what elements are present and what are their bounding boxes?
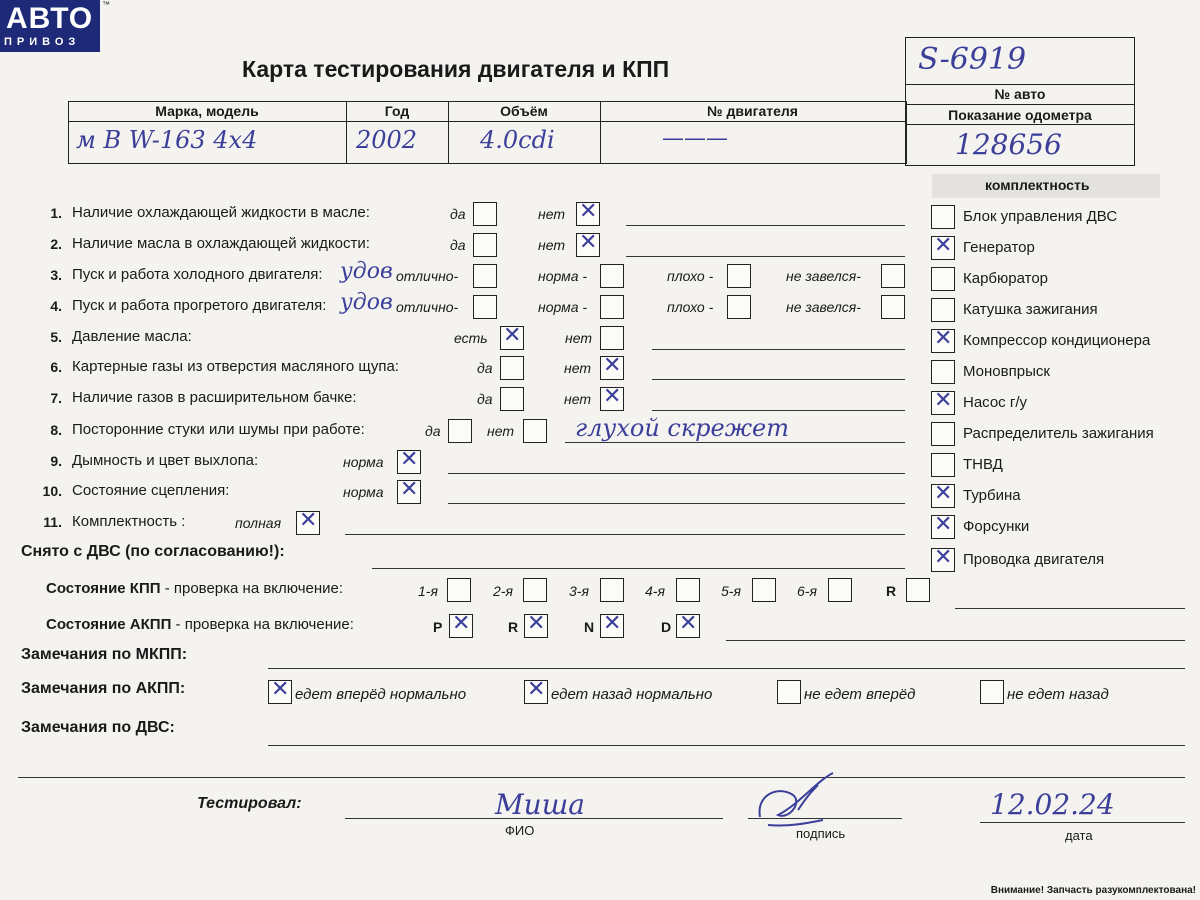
excellent-checkbox[interactable] [473,264,497,288]
komplekt-item-label: ТНВД [963,456,1003,473]
kpp-gear-checkbox[interactable] [906,578,930,602]
komplekt-checkbox[interactable] [931,515,955,539]
option-b: нет [564,360,591,376]
question-text: Давление масла: [72,328,192,345]
akpp-option-label: едет вперёд нормально [295,686,467,703]
kpp-gear-checkbox[interactable] [676,578,700,602]
option-a-checkbox[interactable] [448,419,472,443]
akpp-gear-checkbox[interactable] [600,614,624,638]
kpp-gear-checkbox[interactable] [447,578,471,602]
question-number: 8. [50,422,62,438]
komplekt-item-label: Катушка зажигания [963,301,1098,318]
engine-number-value: ——— [662,126,728,151]
bad-checkbox[interactable] [727,295,751,319]
option-a: норма [343,484,384,500]
kpp-gear-label: 3-я [569,583,589,599]
question-text: Дымность и цвет выхлопа: [72,452,259,469]
option-b: нет [538,206,565,222]
komplekt-checkbox[interactable] [931,548,955,572]
handwritten-note: удов [340,259,393,284]
akpp-option-checkbox[interactable] [980,680,1004,704]
komplekt-title: комплектность [985,177,1090,193]
komplekt-item-label: Проводка двигателя [963,551,1105,568]
volume-header: Объём [500,103,548,119]
option-not-started: не завелся- [786,268,861,284]
option-a: да [477,360,493,376]
auto-number-value: S-6919 [918,42,1027,77]
brand-model-value: м В W-163 4х4 [76,126,258,154]
volume-value: 4.0cdi [480,126,555,154]
akpp-gear-checkbox[interactable] [524,614,548,638]
option-b-checkbox[interactable] [576,202,600,226]
akpp-option-checkbox[interactable] [524,680,548,704]
komplekt-checkbox[interactable] [931,453,955,477]
question-number: 2. [50,236,62,252]
option-a-checkbox[interactable] [473,233,497,257]
akpp-gear-label: R [508,619,519,635]
option-excellent: отлично- [396,268,459,284]
komplekt-checkbox[interactable] [931,205,955,229]
question-number: 9. [50,453,62,469]
question-number: 10. [42,483,62,499]
date-value: 12.02.24 [990,788,1115,821]
handwritten-note: удов [340,290,393,315]
card-title: Карта тестирования двигателя и КПП [242,56,670,82]
akpp-option-label: едет назад нормально [551,686,713,703]
akpp-gear-label: N [584,619,595,635]
option-b: нет [564,391,591,407]
option-normal: норма - [538,299,588,315]
bad-checkbox[interactable] [727,264,751,288]
tested-label: Тестировал: [197,795,302,812]
question-text: Посторонние стуки или шумы при работе: [72,421,365,438]
not-started-checkbox[interactable] [881,295,905,319]
komplekt-item-label: Карбюратор [963,270,1049,287]
notes-dvs-label: Замечания по ДВС: [21,719,175,736]
kpp-gear-label: 1-я [418,583,438,599]
option-b-checkbox[interactable] [523,419,547,443]
komplekt-checkbox[interactable] [931,360,955,384]
option-a: да [425,423,441,439]
komplekt-item-label: Блок управления ДВС [963,208,1118,225]
notes-mkpp-label: Замечания по МКПП: [21,646,188,663]
option-a-checkbox[interactable] [473,202,497,226]
year-value: 2002 [356,126,418,154]
signature [748,765,848,835]
komplekt-item-label: Моновпрыск [963,363,1050,380]
brand-model-header: Марка, модель [155,103,259,119]
option-b: нет [565,330,592,346]
year-header: Год [384,103,410,119]
question-number: 11. [43,514,62,530]
option-b-checkbox[interactable] [600,356,624,380]
komplekt-item-label: Распределитель зажигания [963,425,1154,442]
option-a: да [450,206,466,222]
option-a: да [477,391,493,407]
komplekt-item-label: Форсунки [963,518,1030,535]
odometer-value: 128656 [955,128,1062,161]
option-a-checkbox[interactable] [500,387,524,411]
date-label: дата [1065,828,1093,843]
kpp-gear-label: 6-я [797,583,817,599]
question-number: 1. [50,205,62,221]
akpp-gear-label: P [433,619,443,635]
option-a: есть [454,330,488,346]
normal-checkbox[interactable] [600,295,624,319]
signature-label: подпись [796,826,846,841]
option-not-started: не завелся- [786,299,861,315]
komplekt-checkbox[interactable] [931,391,955,415]
kpp-gear-checkbox[interactable] [828,578,852,602]
engine-number-header: № двигателя [707,103,798,119]
logo-sub: ПРИВОЗ [4,36,81,48]
question-text: Пуск и работа холодного двигателя: [72,266,323,283]
question-text: Картерные газы из отверстия масляного щупа: [72,358,399,375]
kpp-gear-checkbox[interactable] [600,578,624,602]
akpp-option-checkbox[interactable] [777,680,801,704]
question-text: Пуск и работа прогретого двигателя: [72,297,327,314]
akpp-option-checkbox[interactable] [268,680,292,704]
option-a-checkbox[interactable] [397,480,421,504]
option-a-checkbox[interactable] [500,326,524,350]
option-b: нет [538,237,565,253]
option-a-checkbox[interactable] [500,356,524,380]
warning-text: Внимание! Запчасть разукомплектована! [990,885,1196,896]
kpp-gear-label: 4-я [645,583,665,599]
option-bad: плохо - [667,268,714,284]
komplekt-item-label: Насос г/у [963,394,1027,411]
option-a-checkbox[interactable] [296,511,320,535]
komplekt-item-label: Компрессор кондиционера [963,332,1151,349]
auto-number-label: № авто [994,86,1046,102]
question-number: 3. [50,267,62,283]
akpp-option-label: не едет назад [1007,686,1109,703]
kpp-gear-checkbox[interactable] [752,578,776,602]
komplekt-checkbox[interactable] [931,329,955,353]
question-text: Состояние сцепления: [72,482,230,499]
akpp-option-label: не едет вперёд [804,686,916,703]
excellent-checkbox[interactable] [473,295,497,319]
option-b: нет [487,423,514,439]
notes-akpp-label: Замечания по АКПП: [21,680,186,697]
komplekt-checkbox[interactable] [931,298,955,322]
question-number: 7. [50,390,62,406]
komplekt-checkbox[interactable] [931,484,955,508]
option-a: полная [235,515,282,531]
option-b-checkbox[interactable] [600,387,624,411]
kpp-gear-checkbox[interactable] [523,578,547,602]
odometer-label: Показание одометра [948,107,1092,123]
question-text: Комплектность : [72,513,186,530]
kpp-gear-label: 5-я [721,583,741,599]
normal-checkbox[interactable] [600,264,624,288]
question-number: 6. [50,359,62,375]
option-b-checkbox[interactable] [576,233,600,257]
option-bad: плохо - [667,299,714,315]
trademark: ™ [102,0,110,9]
kpp-label: Состояние КПП - проверка на включение: [46,580,344,597]
komplekt-item-label: Генератор [963,239,1035,256]
option-normal: норма - [538,268,588,284]
komplekt-item-label: Турбина [963,487,1021,504]
akpp-gear-label: D [661,619,672,635]
kpp-gear-label: 2-я [493,583,513,599]
company-logo [0,0,100,52]
handwritten-note: глухой скрежет [575,414,789,442]
komplekt-checkbox[interactable] [931,422,955,446]
removed-from-engine: Снято с ДВС (по согласованию!): [21,543,285,560]
fio-label: ФИО [505,823,535,838]
option-b-checkbox[interactable] [600,326,624,350]
logo-brand: АВТО [6,2,94,35]
akpp-gear-checkbox[interactable] [676,614,700,638]
kpp-gear-label: R [886,583,897,599]
not-started-checkbox[interactable] [881,264,905,288]
akpp-gear-checkbox[interactable] [449,614,473,638]
question-number: 4. [50,298,62,314]
akpp-label: Состояние АКПП - проверка на включение: [46,616,354,633]
question-text: Наличие охлаждающей жидкости в масле: [72,204,370,221]
option-a-checkbox[interactable] [397,450,421,474]
question-text: Наличие газов в расширительном бачке: [72,389,357,406]
question-number: 5. [50,329,62,345]
komplekt-checkbox[interactable] [931,267,955,291]
option-a: да [450,237,466,253]
question-text: Наличие масла в охлаждающей жидкости: [72,235,370,252]
option-excellent: отлично- [396,299,459,315]
option-a: норма [343,454,384,470]
komplekt-checkbox[interactable] [931,236,955,260]
tester-name: Миша [495,788,585,821]
